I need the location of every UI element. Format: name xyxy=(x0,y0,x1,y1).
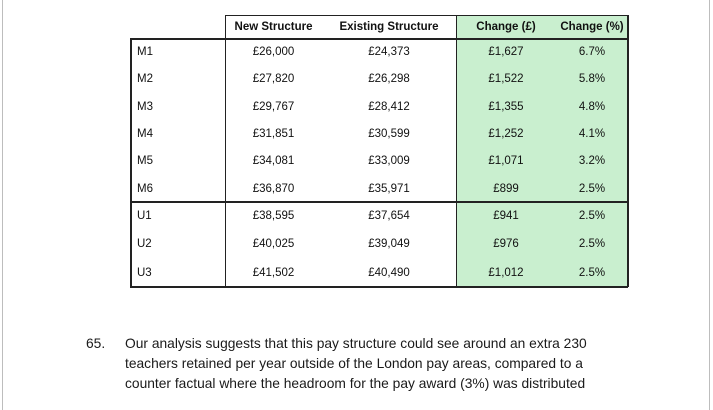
change-gbp-value: £976 xyxy=(493,238,519,250)
change-gbp-value: £1,071 xyxy=(488,155,524,167)
new-structure-value: £41,502 xyxy=(252,266,295,279)
change-pct-value: 4.1% xyxy=(578,127,606,140)
existing-structure-value: £33,009 xyxy=(368,155,410,167)
row-label: M1 xyxy=(137,45,153,58)
table-rule xyxy=(627,15,629,287)
new-structure-value: £27,820 xyxy=(252,73,295,85)
change-pct-value: 2.5% xyxy=(578,238,606,250)
new-structure-value: £36,870 xyxy=(252,182,295,195)
existing-structure-value: £30,599 xyxy=(368,127,410,140)
pay-structure-table xyxy=(130,15,628,287)
paragraph-line: Our analysis suggests that this pay structure could see around an extra 230 xyxy=(125,336,587,351)
table-rule xyxy=(130,38,628,40)
page-edge-right xyxy=(709,0,710,410)
change-gbp-value: £899 xyxy=(493,182,519,195)
new-structure-value: £31,851 xyxy=(252,127,295,140)
row-label: M2 xyxy=(137,73,153,85)
paragraph-line: counter factual where the headroom for the pay award (3%) was distributed xyxy=(125,376,586,391)
existing-structure-value: £39,049 xyxy=(368,238,410,250)
change-pct-value: 2.5% xyxy=(578,266,606,279)
header-change-gbp: Change (£) xyxy=(476,20,536,33)
change-gbp-value: £1,252 xyxy=(488,127,524,140)
existing-structure-value: £28,412 xyxy=(368,100,410,113)
paragraph-line: teachers retained per year outside of the London pay areas, compared to a xyxy=(125,356,583,371)
new-structure-value: £34,081 xyxy=(252,155,295,167)
page-edge-left xyxy=(2,0,3,410)
existing-structure-value: £40,490 xyxy=(368,266,410,279)
change-pct-value: 3.2% xyxy=(578,155,606,167)
new-structure-value: £29,767 xyxy=(252,100,295,113)
header-change-pct: Change (%) xyxy=(560,20,624,33)
change-pct-value: 4.8% xyxy=(578,100,606,113)
row-label: U1 xyxy=(137,210,152,222)
table-rule xyxy=(225,15,628,16)
new-structure-value: £38,595 xyxy=(252,210,295,222)
header-new-structure: New Structure xyxy=(234,20,313,33)
change-pct-value: 2.5% xyxy=(578,210,606,222)
table-rule xyxy=(456,15,457,287)
existing-structure-value: £37,654 xyxy=(368,210,410,222)
change-pct-value: 2.5% xyxy=(578,182,606,195)
row-label: U3 xyxy=(137,266,152,279)
header-existing-structure: Existing Structure xyxy=(339,20,439,33)
table-rule xyxy=(130,286,628,288)
row-label: U2 xyxy=(137,238,152,250)
change-gbp-value: £1,522 xyxy=(488,73,524,85)
new-structure-value: £40,025 xyxy=(252,238,295,250)
new-structure-value: £26,000 xyxy=(252,45,295,58)
row-label: M5 xyxy=(137,155,153,167)
table-rule xyxy=(130,201,628,203)
table-rule xyxy=(225,15,226,287)
change-gbp-value: £1,012 xyxy=(488,266,524,279)
table-rule xyxy=(130,38,132,287)
change-pct-value: 6.7% xyxy=(578,45,606,58)
existing-structure-value: £35,971 xyxy=(368,182,410,195)
row-label: M6 xyxy=(137,182,153,195)
change-gbp-value: £1,355 xyxy=(488,100,524,113)
row-label: M4 xyxy=(137,127,153,140)
existing-structure-value: £24,373 xyxy=(368,45,410,58)
row-label: M3 xyxy=(137,100,153,113)
paragraph-text xyxy=(125,334,625,394)
existing-structure-value: £26,298 xyxy=(368,73,410,85)
change-gbp-value: £941 xyxy=(493,210,519,222)
change-gbp-value: £1,627 xyxy=(488,45,524,58)
change-pct-value: 5.8% xyxy=(578,73,606,85)
paragraph-number: 65. xyxy=(86,336,106,351)
